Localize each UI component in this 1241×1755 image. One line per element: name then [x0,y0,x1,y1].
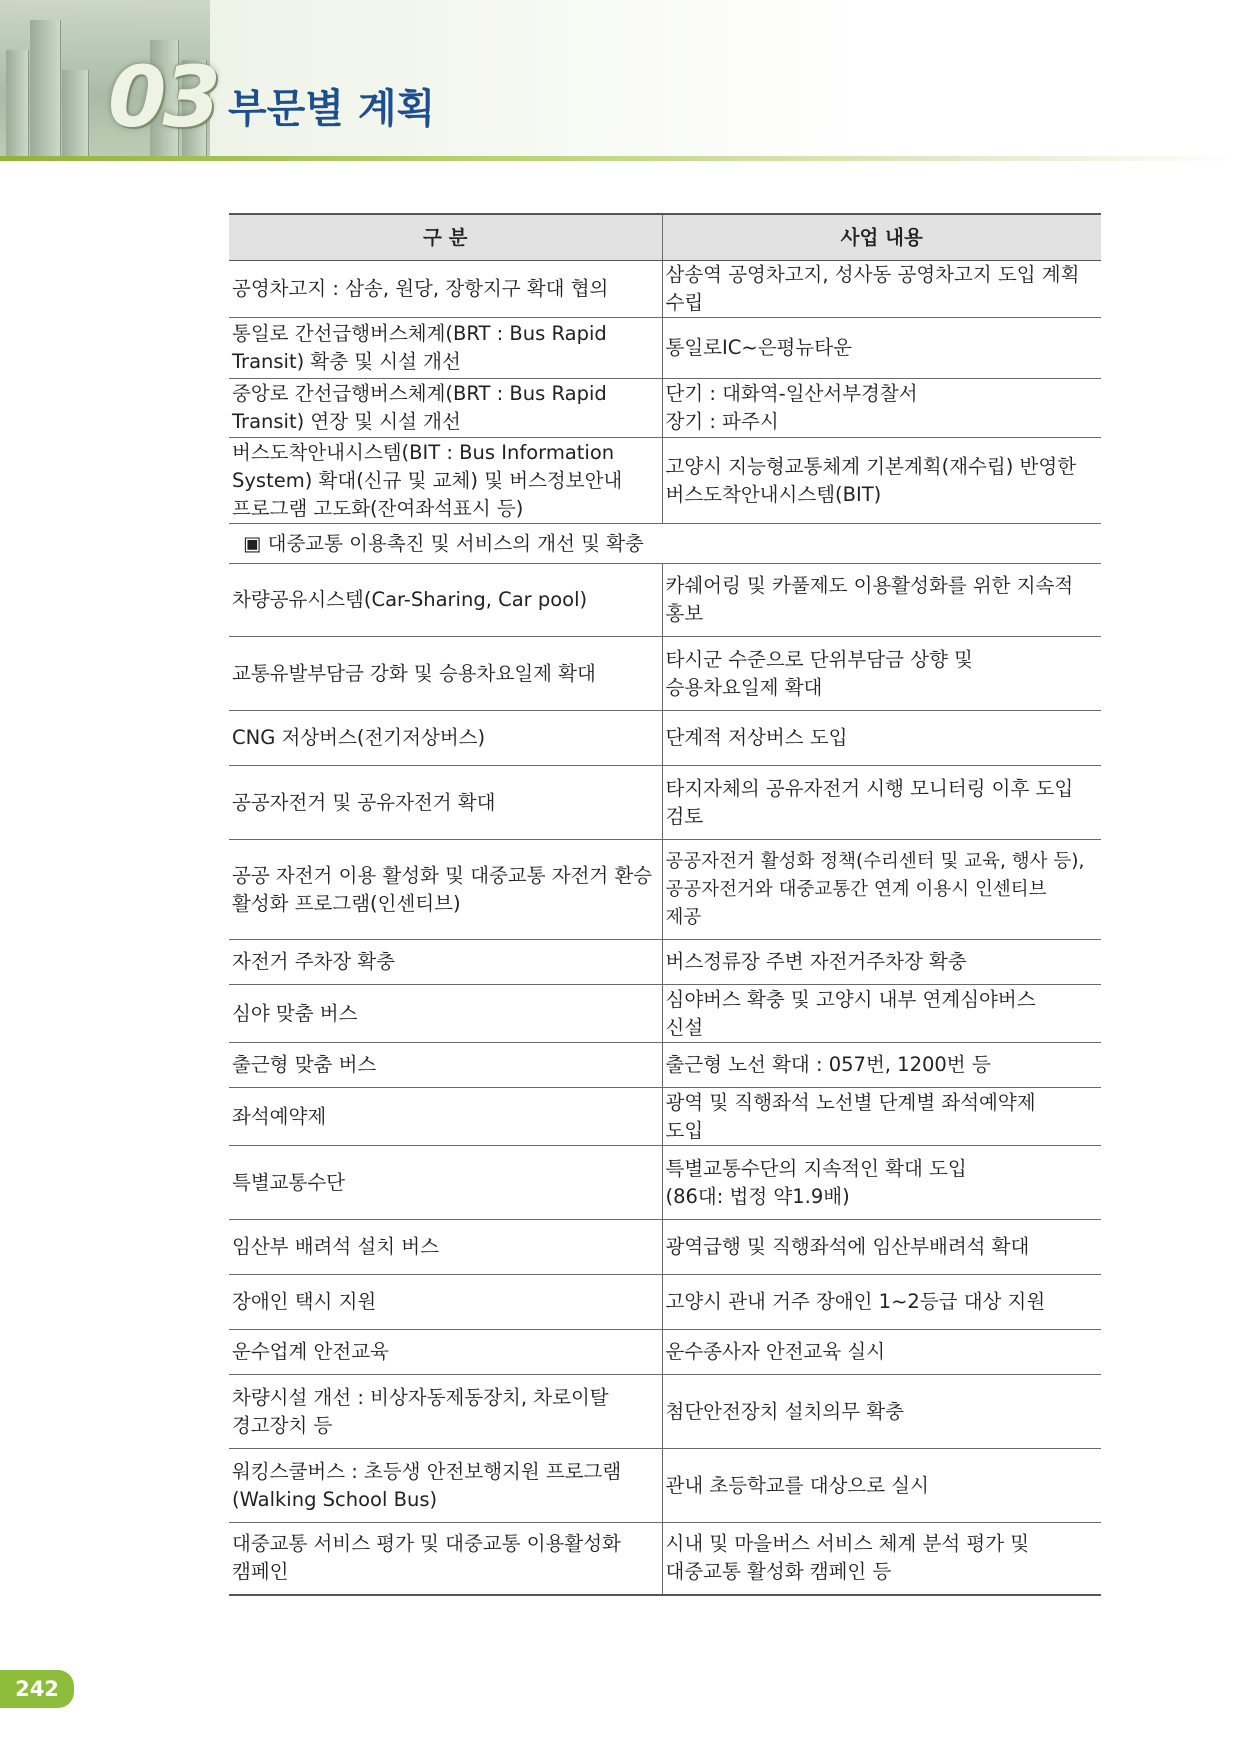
table-row [229,438,1101,524]
row-category: 공영차고지 : 삼송, 원당, 장항지구 확대 협의 [229,261,662,318]
row-content: 타시군 수준으로 단위부담금 상향 및 승용차요일제 확대 [662,637,1101,711]
table-row [229,637,1101,711]
table-row [229,985,1101,1043]
row-content: 운수종사자 안전교육 실시 [662,1330,1101,1375]
table-row [229,766,1101,840]
plan-table [229,213,1101,1596]
row-content: 카쉐어링 및 카풀제도 이용활성화를 위한 지속적 홍보 [662,564,1101,637]
table-row [229,1449,1101,1523]
header-category: 구 분 [229,214,662,261]
row-category: 출근형 맞춤 버스 [229,1043,662,1088]
row-category: 워킹스쿨버스 : 초등생 안전보행지원 프로그램 (Walking School Bus) [229,1449,662,1523]
table-row [229,1330,1101,1375]
row-content: 고양시 지능형교통체계 기본계획(재수립) 반영한 버스도착안내시스템(BIT) [662,438,1101,524]
row-category: 자전거 주차장 확충 [229,940,662,985]
row-category: 차량공유시스템(Car-Sharing, Car pool) [229,564,662,637]
table-row [229,1220,1101,1275]
row-content: 첨단안전장치 설치의무 확충 [662,1375,1101,1449]
table-row [229,1043,1101,1088]
row-category: 좌석예약제 [229,1088,662,1146]
row-content: 심야버스 확충 및 고양시 내부 연계심야버스 신설 [662,985,1101,1043]
chapter-number: 03 [108,48,217,146]
row-content: 버스정류장 주변 자전거주차장 확충 [662,940,1101,985]
row-content: 출근형 노선 확대 : 057번, 1200번 등 [662,1043,1101,1088]
table-row [229,711,1101,766]
row-content: 광역 및 직행좌석 노선별 단계별 좌석예약제 도입 [662,1088,1101,1146]
row-content: 광역급행 및 직행좌석에 임산부배려석 확대 [662,1220,1101,1275]
row-content: 공공자전거 활성화 정책(수리센터 및 교육, 행사 등), 공공자전거와 대중교통간 연계 이용시 인센티브 제공 [662,840,1101,940]
table-row [229,1375,1101,1449]
row-content: 관내 초등학교를 대상으로 실시 [662,1449,1101,1523]
row-category: CNG 저상버스(전기저상버스) [229,711,662,766]
chapter-title: 부문별 계획 [228,86,436,132]
row-category: 공공자전거 및 공유자전거 확대 [229,766,662,840]
row-category: 교통유발부담금 강화 및 승용차요일제 확대 [229,637,662,711]
row-content: 특별교통수단의 지속적인 확대 도입 (86대: 법정 약1.9배) [662,1146,1101,1220]
row-content: 타지자체의 공유자전거 시행 모니터링 이후 도입 검토 [662,766,1101,840]
table-header-row [229,214,1101,261]
row-category: 차량시설 개선 : 비상자동제동장치, 차로이탈 경고장치 등 [229,1375,662,1449]
table-row [229,564,1101,637]
table-row [229,318,1101,379]
row-category: 임산부 배려석 설치 버스 [229,1220,662,1275]
header-content: 사업 내용 [662,214,1101,261]
row-category: 통일로 간선급행버스체계(BRT : Bus Rapid Transit) 확충 및 시설 개선 [229,318,662,379]
row-category: 특별교통수단 [229,1146,662,1220]
row-content: 삼송역 공영차고지, 성사동 공영차고지 도입 계획 수립 [662,261,1101,318]
section-label: ▣ 대중교통 이용촉진 및 서비스의 개선 및 확충 [229,524,1101,564]
row-category: 공공 자전거 이용 활성화 및 대중교통 자전거 환승 활성화 프로그램(인센티브) [229,840,662,940]
row-content: 단계적 저상버스 도입 [662,711,1101,766]
row-category: 버스도착안내시스템(BIT : Bus Information System) 확대(신규 및 교체) 및 버스정보안내 프로그램 고도화(잔여좌석표시 등) [229,438,662,524]
row-content: 단기 : 대화역-일산서부경찰서 장기 : 파주시 [662,379,1101,438]
row-content: 고양시 관내 거주 장애인 1~2등급 대상 지원 [662,1275,1101,1330]
row-category: 대중교통 서비스 평가 및 대중교통 이용활성화 캠페인 [229,1523,662,1595]
table-row [229,940,1101,985]
row-content: 통일로IC~은평뉴타운 [662,318,1101,379]
row-category: 심야 맞춤 버스 [229,985,662,1043]
table-row [229,1088,1101,1146]
header-divider [0,156,1241,161]
row-category: 장애인 택시 지원 [229,1275,662,1330]
table-row [229,261,1101,318]
table-row [229,1275,1101,1330]
page-number: 242 [0,1670,74,1708]
table-row [229,840,1101,940]
section-row [229,524,1101,564]
table-row [229,1523,1101,1595]
table-row [229,379,1101,438]
row-category: 중앙로 간선급행버스체계(BRT : Bus Rapid Transit) 연장 및 시설 개선 [229,379,662,438]
row-content: 시내 및 마을버스 서비스 체계 분석 평가 및 대중교통 활성화 캠페인 등 [662,1523,1101,1595]
row-category: 운수업계 안전교육 [229,1330,662,1375]
table-row [229,1146,1101,1220]
